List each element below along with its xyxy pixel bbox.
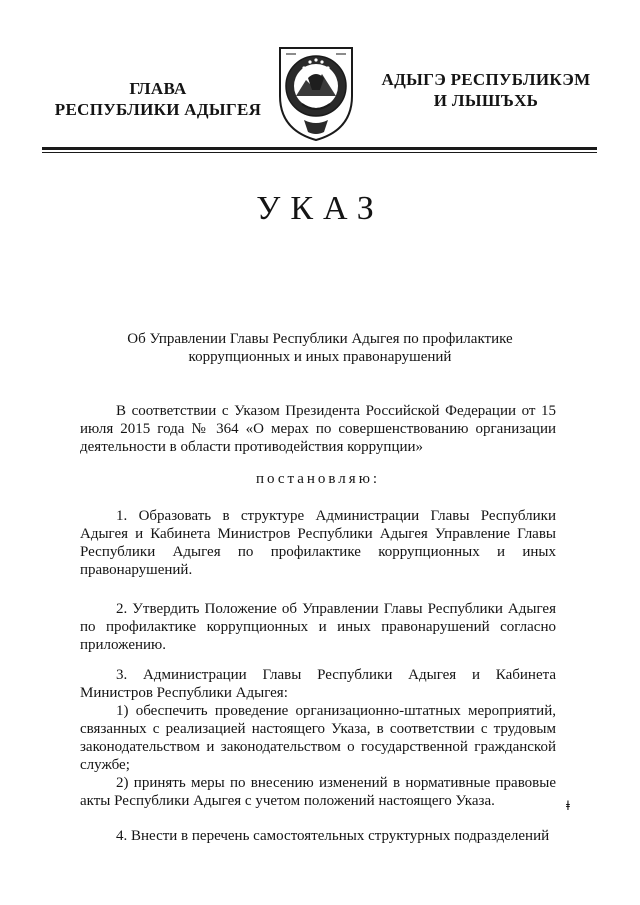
subject-line2: коррупционных и иных правонарушений: [188, 349, 452, 365]
header-right: [380, 69, 592, 111]
header-right-line1: АДЫГЭ РЕСПУБЛИКЭМ: [381, 70, 591, 89]
coat-of-arms-icon: [266, 34, 366, 144]
item-1-paragraph: 1. Образовать в структуре Администрации Главы Республики Адыгея и Кабинета Министров Республики Адыгея Управление Главы Республики Адыгея по профилактике коррупционных и иных правонарушений.: [80, 508, 556, 578]
document-type-title: УКАЗ: [256, 190, 384, 227]
margin-mark: ǂ: [566, 799, 570, 814]
subject-line1: Об Управлении Главы Республики Адыгея по профилактике: [127, 331, 513, 347]
header-left: [38, 78, 278, 120]
header-left-line2: РЕСПУБЛИКИ АДЫГЕЯ: [54, 100, 262, 119]
item-4-paragraph: 4. Внести в перечень самостоятельных структурных подразделений: [116, 828, 550, 844]
preamble-paragraph: В соответствии с Указом Президента Российской Федерации от 15 июля 2015 года № 364 «О мерах по совершенствованию организации деятельности в области противодействия коррупции»: [80, 403, 556, 455]
decree-word: постановляю:: [255, 471, 381, 487]
header-right-line2: И ЛЫШЪХЬ: [433, 91, 539, 110]
header-divider-thick: [42, 147, 597, 150]
item-3-sub-2-paragraph: 2) принять меры по внесению изменений в нормативные правовые акты Республики Адыгея с учетом положений настоящего Указа.: [80, 775, 556, 809]
header-left-line1: ГЛАВА: [129, 79, 187, 98]
document-subject: [100, 330, 540, 366]
item-3-sub-1-paragraph: 1) обеспечить проведение организационно-штатных мероприятий, связанных с реализацией настоящего Указа, в соответствии с трудовым законодательством и законодательством о государственной гражданской службе;: [80, 703, 556, 773]
item-3-intro-paragraph: 3. Администрации Главы Республики Адыгея и Кабинета Министров Республики Адыгея:: [80, 667, 556, 701]
header-divider-thin: [42, 152, 597, 153]
item-2-paragraph: 2. Утвердить Положение об Управлении Главы Республики Адыгея по профилактике коррупционных и иных правонарушений согласно приложению.: [80, 601, 556, 653]
